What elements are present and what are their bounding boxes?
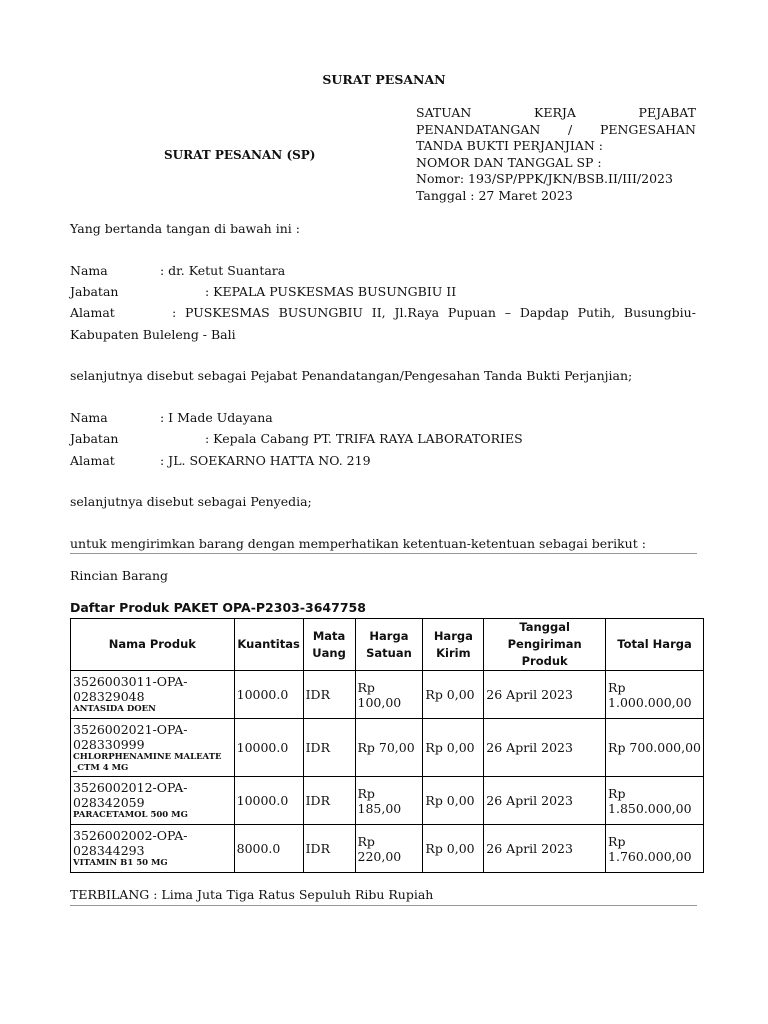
product-cell bbox=[71, 825, 235, 873]
total-cell: Rp 1.760.000,00 bbox=[606, 825, 704, 873]
quantity-cell: 10000.0 bbox=[234, 777, 303, 825]
party2-address-value: : JL. SOEKARNO HATTA NO. 219 bbox=[160, 453, 371, 468]
document-title: SURAT PESANAN bbox=[322, 72, 446, 87]
quantity-cell: 8000.0 bbox=[234, 825, 303, 873]
total-cell: Rp 700.000,00 bbox=[606, 719, 704, 777]
word: Dapdap bbox=[519, 305, 569, 320]
divider-line bbox=[70, 553, 697, 554]
party1-address-line2: Kabupaten Buleleng - Bali bbox=[70, 327, 236, 342]
total-cell: Rp 1.850.000,00 bbox=[606, 777, 704, 825]
table-row bbox=[71, 825, 704, 873]
word: / bbox=[568, 122, 573, 137]
party2-note: selanjutnya disebut sebagai Penyedia; bbox=[70, 494, 312, 509]
party2-name-label: Nama bbox=[70, 410, 108, 425]
delivery-date-cell: 26 April 2023 bbox=[484, 777, 606, 825]
quantity-cell: 10000.0 bbox=[234, 671, 303, 719]
sp-number: Nomor: 193/SP/PPK/JKN/BSB.II/III/2023 bbox=[416, 171, 673, 186]
header-quantity: Kuantitas bbox=[234, 619, 303, 671]
word: Pupuan bbox=[447, 305, 496, 320]
rincian-label: Rincian Barang bbox=[70, 568, 169, 583]
unit-price-cell: Rp 100,00 bbox=[355, 671, 423, 719]
word: BUSUNGBIU bbox=[278, 305, 363, 320]
header-unit-price: Harga Satuan bbox=[355, 619, 423, 671]
product-cell bbox=[71, 671, 235, 719]
header-shipping-price: Harga Kirim bbox=[423, 619, 484, 671]
word: Busungbiu- bbox=[623, 305, 696, 320]
word: KERJA bbox=[533, 105, 576, 120]
shipping-cell: Rp 0,00 bbox=[423, 719, 484, 777]
product-name: CHLORPHENAMINE MALEATE _CTM 4 MG bbox=[73, 751, 222, 773]
header-product-name: Nama Produk bbox=[71, 619, 235, 671]
product-code: 3526002021-OPA-028330999 bbox=[73, 721, 188, 752]
word: PUSKESMAS bbox=[185, 305, 270, 320]
right-block-line1 bbox=[416, 105, 696, 120]
shipping-cell: Rp 0,00 bbox=[423, 777, 484, 825]
party1-position-label: Jabatan bbox=[70, 284, 119, 299]
product-code: 3526003011-OPA-028329048 bbox=[73, 674, 188, 704]
product-code: 3526002012-OPA-028342059 bbox=[73, 780, 188, 810]
intro-text: Yang bertanda tangan di bawah ini : bbox=[70, 221, 300, 236]
shipping-cell: Rp 0,00 bbox=[423, 671, 484, 719]
party2-position-value: : Kepala Cabang PT. TRIFA RAYA LABORATORIES bbox=[205, 431, 523, 446]
currency-cell: IDR bbox=[303, 719, 355, 777]
word: Jl.Raya bbox=[394, 305, 440, 320]
currency-cell: IDR bbox=[303, 825, 355, 873]
party1-name-value: : dr. Ketut Suantara bbox=[160, 263, 286, 278]
currency-cell: IDR bbox=[303, 671, 355, 719]
unit-price-cell: Rp 185,00 bbox=[355, 777, 423, 825]
product-code: 3526002002-OPA-028344293 bbox=[73, 828, 188, 858]
product-name: PARACETAMOL 500 MG bbox=[73, 810, 188, 820]
product-table bbox=[70, 618, 704, 873]
delivery-date-cell: 26 April 2023 bbox=[484, 671, 606, 719]
table-row bbox=[71, 777, 704, 825]
party1-position-value: : KEPALA PUSKESMAS BUSUNGBIU II bbox=[205, 284, 457, 299]
unit-price-cell: Rp 220,00 bbox=[355, 825, 423, 873]
header-total-price: Total Harga bbox=[606, 619, 704, 671]
product-list-title: Daftar Produk PAKET OPA-P2303-3647758 bbox=[70, 600, 366, 615]
right-block-line4: NOMOR DAN TANGGAL SP : bbox=[416, 155, 602, 170]
sp-date: Tanggal : 27 Maret 2023 bbox=[416, 188, 573, 203]
table-header-row bbox=[71, 619, 704, 671]
party1-address-line1 bbox=[172, 305, 696, 320]
product-cell bbox=[71, 719, 235, 777]
currency-cell: IDR bbox=[303, 777, 355, 825]
total-cell: Rp 1.000.000,00 bbox=[606, 671, 704, 719]
header-delivery-date: Tanggal Pengiriman Produk bbox=[484, 619, 606, 671]
table-row bbox=[71, 719, 704, 777]
delivery-date-cell: 26 April 2023 bbox=[484, 719, 606, 777]
shipping-cell: Rp 0,00 bbox=[423, 825, 484, 873]
party2-position-label: Jabatan bbox=[70, 431, 119, 446]
word: Putih, bbox=[577, 305, 616, 320]
word: : bbox=[172, 305, 177, 320]
party2-address-label: Alamat bbox=[70, 453, 115, 468]
amount-in-words: TERBILANG : Lima Juta Tiga Ratus Sepuluh Ribu Rupiah bbox=[70, 887, 434, 902]
party1-address-label: Alamat bbox=[70, 305, 115, 320]
word: – bbox=[504, 305, 512, 320]
instruction-text: untuk mengirimkan barang dengan memperhatikan ketentuan-ketentuan sebagai berikut : bbox=[70, 536, 646, 551]
word: PENANDATANGAN bbox=[416, 122, 541, 137]
right-block-line3: TANDA BUKTI PERJANJIAN : bbox=[416, 138, 603, 153]
word: SATUAN bbox=[416, 105, 472, 120]
delivery-date-cell: 26 April 2023 bbox=[484, 825, 606, 873]
product-name: VITAMIN B1 50 MG bbox=[73, 858, 168, 868]
party1-note: selanjutnya disebut sebagai Pejabat Penandatangan/Pengesahan Tanda Bukti Perjanjian; bbox=[70, 368, 633, 383]
table-row bbox=[71, 671, 704, 719]
product-name: ANTASIDA DOEN bbox=[73, 704, 156, 714]
quantity-cell: 10000.0 bbox=[234, 719, 303, 777]
header-currency: Mata Uang bbox=[303, 619, 355, 671]
word: PEJABAT bbox=[638, 105, 696, 120]
party2-name-value: : I Made Udayana bbox=[160, 410, 273, 425]
product-cell bbox=[71, 777, 235, 825]
word: II, bbox=[371, 305, 386, 320]
right-block-line2 bbox=[416, 122, 696, 137]
party1-name-label: Nama bbox=[70, 263, 108, 278]
word: PENGESAHAN bbox=[599, 122, 696, 137]
unit-price-cell: Rp 70,00 bbox=[355, 719, 423, 777]
divider-line bbox=[70, 905, 697, 906]
sp-label: SURAT PESANAN (SP) bbox=[164, 148, 316, 162]
